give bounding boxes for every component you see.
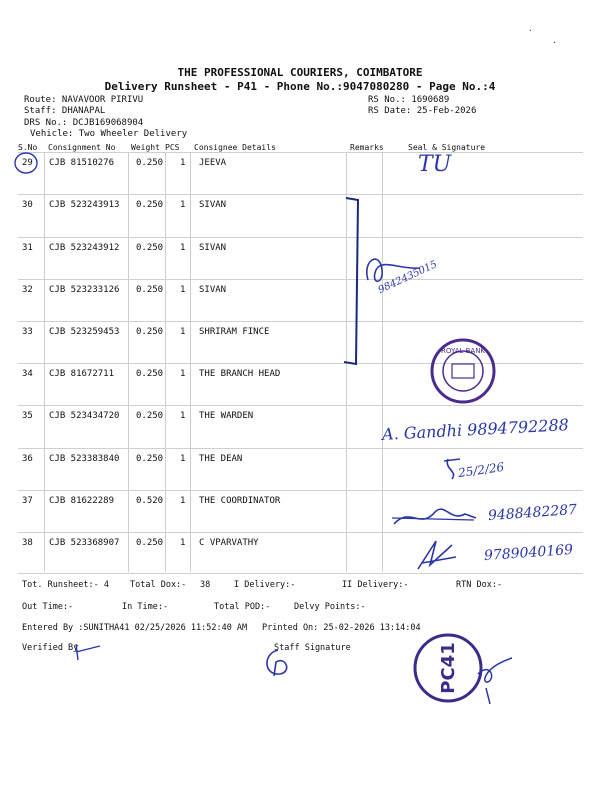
bank-stamp (428, 336, 498, 406)
out-time: Out Time:- (22, 602, 74, 612)
row-weight: 0.250 (136, 327, 164, 337)
table-row (18, 321, 583, 363)
row-consignee: THE DEAN (199, 454, 243, 464)
delvy-points: Delvy Points:- (294, 602, 366, 612)
row-pcs: 1 (180, 411, 186, 421)
col-pcs: PCS (165, 143, 180, 152)
company-title: THE PROFESSIONAL COURIERS, COIMBATORE (177, 66, 423, 79)
row-pcs: 1 (180, 200, 186, 210)
table-row (18, 237, 583, 279)
signature-row37 (390, 500, 480, 535)
row-sno: 34 (22, 369, 33, 379)
row-consignment: CJB 523434720 (49, 411, 120, 421)
corner-mark: · (528, 26, 533, 35)
row-consignment: CJB 81622289 (49, 496, 115, 506)
row-weight: 0.250 (136, 285, 164, 295)
row-sno: 31 (22, 243, 33, 253)
total-dox-value: 38 (200, 580, 211, 590)
signature-row29: TU (418, 152, 452, 177)
col-sno: S.No (18, 143, 38, 152)
row-weight: 0.250 (136, 411, 164, 421)
row-weight: 0.250 (136, 538, 164, 548)
staff-signature-label: Staff Signature (274, 643, 351, 653)
note-row31: 9842435015 (376, 259, 439, 296)
row-weight: 0.520 (136, 496, 164, 506)
row-consignee: SIVAN (199, 285, 227, 295)
row-pcs: 1 (180, 158, 186, 168)
row-consignment: CJB 523243913 (49, 200, 120, 210)
row-consignment: CJB 523233126 (49, 285, 120, 295)
table-row (18, 152, 583, 194)
in-time: In Time:- (122, 602, 169, 612)
row-consignment: CJB 523383840 (49, 454, 120, 464)
row-pcs: 1 (180, 369, 186, 379)
verified-by: Verified By (22, 643, 79, 653)
verified-signature (70, 640, 110, 665)
row-sno: 38 (22, 538, 33, 548)
row-sno: 33 (22, 327, 33, 337)
tot-runsheet: Tot. Runsheet:- 4 (22, 580, 109, 590)
row-sno: 29 (22, 158, 33, 168)
row-pcs: 1 (180, 538, 186, 548)
row-weight: 0.250 (136, 243, 164, 253)
row-consignment: CJB 523368907 (49, 538, 120, 548)
total-pod: Total POD:- (214, 602, 271, 612)
stamp-text: ROYAL BANK (440, 347, 486, 355)
drs-label: DRS No.: DCJB169068904 (24, 118, 144, 128)
table-row (18, 279, 583, 321)
row-consignment: CJB 81672711 (49, 369, 115, 379)
vehicle-label: Vehicle: Two Wheeler Delivery (30, 129, 188, 139)
row-consignee: SIVAN (199, 243, 227, 253)
table-row (18, 363, 583, 405)
row-sno: 30 (22, 200, 33, 210)
row-sno: 32 (22, 285, 33, 295)
total-dox-label: Total Dox:- (130, 580, 187, 590)
signature-row35: A. Gandhi 9894792288 (381, 415, 570, 444)
corner-mark: · (552, 38, 557, 47)
row-pcs: 1 (180, 496, 186, 506)
pc41-stamp (412, 628, 532, 708)
staff-label: Staff: DHANAPAL (24, 106, 106, 116)
row-consignee: THE COORDINATOR (199, 496, 281, 506)
phone-row37: 9488482287 (487, 501, 578, 525)
row-weight: 0.250 (136, 200, 164, 210)
date-row36: 25/2/26 (457, 459, 506, 481)
printed-on: Printed On: 25-02-2026 13:14:04 (262, 623, 421, 633)
row-pcs: 1 (180, 327, 186, 337)
col-seal: Seal & Signature (408, 143, 486, 152)
row-pcs: 1 (180, 243, 186, 253)
route-label: Route: NAVAVOOR PIRIVU (24, 95, 144, 105)
rs-no-label: RS No.: 1690689 (368, 95, 450, 105)
row-sno: 35 (22, 411, 33, 421)
runsheet-title: Delivery Runsheet - P41 - Phone No.:9047080280 - Page No.:4 (104, 80, 496, 93)
table-row (18, 194, 583, 236)
phone-row38: 9789040169 (483, 541, 574, 565)
row-sno: 37 (22, 496, 33, 506)
row-sno: 36 (22, 454, 33, 464)
circle-mark (12, 150, 40, 176)
row-consignee: THE BRANCH HEAD (199, 369, 281, 379)
entered-by: Entered By :SUNITHA41 02/25/2026 11:52:40 AM (22, 623, 248, 633)
row-consignee: SIVAN (199, 200, 227, 210)
row-consignment: CJB 523243912 (49, 243, 120, 253)
i-delivery: I Delivery:- (234, 580, 296, 590)
rs-date-label: RS Date: 25-Feb-2026 (368, 106, 477, 116)
staff-signature (258, 648, 298, 680)
col-consignment: Consignment No (48, 143, 116, 152)
signature-row38 (412, 535, 462, 575)
col-remarks: Remarks (350, 143, 384, 152)
row-weight: 0.250 (136, 158, 164, 168)
ii-delivery: II Delivery:- (342, 580, 409, 590)
row-consignment: CJB 523259453 (49, 327, 120, 337)
col-consignee: Consignee Details (194, 143, 276, 152)
pc41-text: PC41 (438, 642, 459, 694)
row-consignee: THE WARDEN (199, 411, 254, 421)
row-consignee: SHRIRAM FINCE (199, 327, 270, 337)
row-pcs: 1 (180, 285, 186, 295)
row-consignee: JEEVA (199, 158, 227, 168)
row-weight: 0.250 (136, 454, 164, 464)
row-consignment: CJB 81510276 (49, 158, 115, 168)
row-pcs: 1 (180, 454, 186, 464)
row-weight: 0.250 (136, 369, 164, 379)
col-weight: Weight (131, 143, 160, 152)
initial-row36 (440, 455, 468, 483)
row-consignee: C VPARVATHY (199, 538, 259, 548)
rtn-dox: RTN Dox:- (456, 580, 503, 590)
